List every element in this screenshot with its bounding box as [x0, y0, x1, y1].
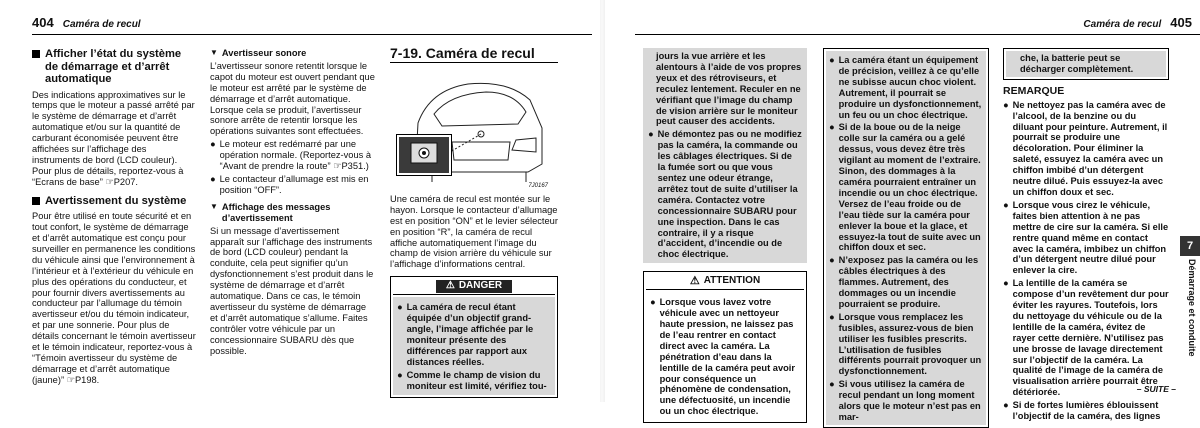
- remark-item: ● Lorsque vous cirez le véhicule, faites bien attention à ne pas mettre de cire sur la caméra. Si elle rentre quand même en contact avec la caméra, imbibez un chiffon d’un détergent neutre dilué pour enlever la cire.: [1003, 199, 1169, 276]
- attention-label: ATTENTION: [703, 275, 761, 287]
- header-rule: [635, 34, 1200, 35]
- header-rule: [32, 34, 592, 35]
- section-title: 7-19. Caméra de recul: [390, 48, 558, 63]
- heading-system-warning: Avertissement du système: [32, 195, 197, 208]
- left-page-header: [32, 15, 141, 30]
- attention-item: ● La caméra étant un équipement de précision, veillez à ce qu’elle ne subisse aucun choc violent. Autrement, il pourrait se produire un dysfonctionnement, un feu ou un choc électrique.: [829, 55, 982, 120]
- camera-detail-inset: [396, 134, 452, 176]
- figure-id: 7J0167: [528, 183, 548, 189]
- warning-triangle-icon: ⚠: [689, 275, 700, 288]
- remark-list: [1003, 100, 1169, 422]
- right-column-2: [823, 48, 989, 428]
- danger-label: DANGER: [458, 280, 503, 292]
- attention-end: che, la batterie peut se décharger complètement.: [1003, 48, 1169, 80]
- danger-item: ● Comme le champ de vision du moniteur est limité, vérifiez tou-: [397, 369, 547, 391]
- remark-item: ● Si de fortes lumières éblouissent l’objectif de la caméra, des lignes: [1003, 400, 1161, 422]
- camera-lens-icon: [397, 135, 451, 175]
- danger-continued: jours la vue arrière et les alentours à l’aide de vos propres yeux et des rétroviseurs, et reculez lentement. Reculer en ne vérifiant que l’image du champ de vision arrière sur le moniteur peut causer des accidents. ● Ne démontez pas ou ne modifiez pas la caméra, la commande ou les câblages électriques. Si de la fumée sort ou que vous sentez une odeur étrange, arrêtez tout de suite d’utiliser la caméra. Contactez votre concessionnaire SUBARU pour une inspection. Dans le cas contraire, il y a risque d’accident, d’incendie ou de choc électrique.: [643, 48, 807, 263]
- attention-item: ● N’exposez pas la caméra ou les câbles électriques à des flammes. Autrement, des dommages ou un incendie pourraient se produire.: [829, 255, 979, 309]
- running-title: Caméra de recul: [1083, 19, 1162, 30]
- remark-title: REMARQUE: [1003, 84, 1065, 97]
- attention-item: ● Si de la boue ou de la neige colle sur la caméra ou a gelé dessus, vous devez être très vigilant au moment de l’extraire. Sinon, des dommages à la caméra pourraient entraîner un incendie ou un choc électrique. Versez de l’eau froide ou de l’eau tiède sur la caméra pour enlever la boue et la glace, et essuyez-la tout de suite avec un chiffon doux et sec.: [829, 122, 981, 253]
- page-number: 404: [32, 15, 54, 30]
- chapter-tab: 7: [1180, 236, 1200, 256]
- left-column-2: [210, 48, 375, 356]
- list-item: ● Le contacteur d’allumage est mis en position “OFF”.: [210, 173, 369, 195]
- attention-box: [643, 271, 807, 423]
- remark-item: ● La lentille de la caméra se compose d’un revêtement dur pour éviter les rayures. Toutefois, lors du nettoyage du véhicule ou de la lentille de la caméra, évitez de rayer cette dernière. N’utilisez pas une brosse de lavage directement sur l’objectif de la caméra. La qualité de l’image de la caméra de visualisation arrière pourrait être détériorée.: [1003, 278, 1169, 398]
- chapter-side-label: Démarrage et conduite: [1187, 259, 1197, 357]
- danger-body: [393, 297, 555, 394]
- paragraph: L’avertisseur sonore retentit lorsque le capot du moteur est ouvert pendant que le moteur est arrêté par le système de démarrage et d’arrêt automatique.: [210, 60, 375, 104]
- danger-item: ● La caméra de recul étant équipée d’un objectif grand-angle, l’image affichée par le moniteur présente des différences par rapport aux distances réelles.: [397, 302, 534, 367]
- paragraph: Une caméra de recul est montée sur le hayon. Lorsque le contacteur d’allumage est en position “ON” et le levier sélecteur en position “R”, la caméra de recul affiche automatiquement l’image du champ de vision arrière du véhicule sur l’affichage d’informations central.: [390, 193, 558, 270]
- right-page-header: [1083, 15, 1192, 30]
- heading-system-status: Afficher l’état du système de démarrage et d’arrêt automatique: [32, 48, 197, 86]
- right-column-1: [643, 48, 807, 423]
- right-page: [605, 0, 1200, 422]
- danger-item: ● Ne démontez pas ou ne modifiez pas la caméra, la commande ou les câblages électriques. Si de la fumée sort ou que vous sentez une odeur étrange, arrêtez tout de suite d’utiliser la caméra. Contactez votre concessionnaire SUBARU pour une inspection. Dans le cas contraire, il y a risque d’accident, d’incendie ou de choc électrique.: [648, 129, 802, 260]
- attention-continued: [823, 48, 989, 428]
- right-column-3: [1003, 48, 1169, 422]
- heading-buzzer: ▼ Avertisseur sonore: [210, 48, 307, 58]
- paragraph: Si un message d’avertissement apparaît sur l’affichage des instruments de bord (LCD couleur) pendant la conduite, cela peut signifier qu’un dysfonctionnement s’est produit dans le système de démarrage et d’arrêt automatique. Dans ce cas, le témoin avertisseur du système de démarrage et d’arrêt automatique s’allume. Faites contrôler votre véhicule par un concessionnaire SUBARU dès que possible.: [210, 225, 374, 356]
- warning-triangle-icon: ⚠: [445, 280, 455, 292]
- continued-marker: – SUITE –: [1136, 384, 1176, 394]
- attention-item: ● Lorsque vous lavez votre véhicule avec un nettoyeur haute pression, ne laissez pas de l’eau rentrer en contact direct avec la caméra. La pénétration d’eau dans la lentille de la caméra peut avoir pour conséquence un phénomène de condensation, une défectuosité, un incendie ou un choc électrique.: [650, 297, 796, 417]
- attention-header: [646, 274, 804, 290]
- attention-item: ● Lorsque vous remplacez les fusibles, assurez-vous de bien utiliser les fusibles prescrits. L’utilisation de fusibles différents pourrait provoquer un dysfonctionnement.: [829, 311, 982, 377]
- left-column-1: [32, 48, 197, 386]
- danger-header: [393, 279, 555, 295]
- left-page: [0, 0, 600, 402]
- remark-item: ● Ne nettoyez pas la caméra avec de l’alcool, de la benzine ou du diluant pour peinture. Autrement, il pourrait se produire une décoloration. Pour éliminer la saleté, essuyez la caméra avec un chiffon imbibé d’un détergent neutre dilué. Puis essuyez-la avec un chiffon doux et sec.: [1003, 99, 1168, 197]
- page-number: 405: [1170, 15, 1192, 30]
- paragraph: Des indications approximatives sur le temps que le moteur a passé arrêté par le système de démarrage et d’arrêt automatique et/ou sur la quantité de carburant économisée peuvent être affichées sur l’affichage des instruments de bord (LCD couleur). Pour plus de détails, reportez-vous à “Ecrans de base” ☞P207.: [32, 89, 195, 187]
- danger-box: [390, 276, 558, 397]
- heading-warning-messages: ▼ Affichage des messages d’avertissement: [210, 201, 331, 223]
- list-item: ● Le moteur est redémarré par une opération normale. (Reportez-vous à “Avant de prendre la route” ☞P351.): [210, 139, 372, 172]
- paragraph: Lorsque cela se produit, l’avertisseur sonore arrête de retentir lorsque les opérations suivantes sont effectuées.: [210, 104, 364, 137]
- left-column-3: [390, 45, 558, 398]
- rear-camera-figure: [390, 68, 552, 188]
- paragraph: Pour être utilisé en toute sécurité et en tout confort, le système de démarrage et d’arrêt automatique est conçu pour surveiller en permanence les conditions du véhicule ainsi que l’environnement à l’intérieur et à l’extérieur du véhicule en plus des opérations du conducteur, et pour fournir divers avertissements au conducteur par l’allumage du témoin avertisseur et/ou du témoin indicateur, et par une sonnerie. Pour plus de détails concernant le témoin avertisseur et le témoin indicateur, reportez-vous à “Témoin avertisseur du système de démarrage et d’arrêt automatique (jaune)” ☞P198.: [32, 211, 196, 385]
- running-title: Caméra de recul: [62, 19, 141, 30]
- attention-body: [646, 292, 804, 420]
- attention-item: ● Si vous utilisez la caméra de recul pendant un long moment alors que le moteur n’est pas en mar-: [829, 379, 981, 422]
